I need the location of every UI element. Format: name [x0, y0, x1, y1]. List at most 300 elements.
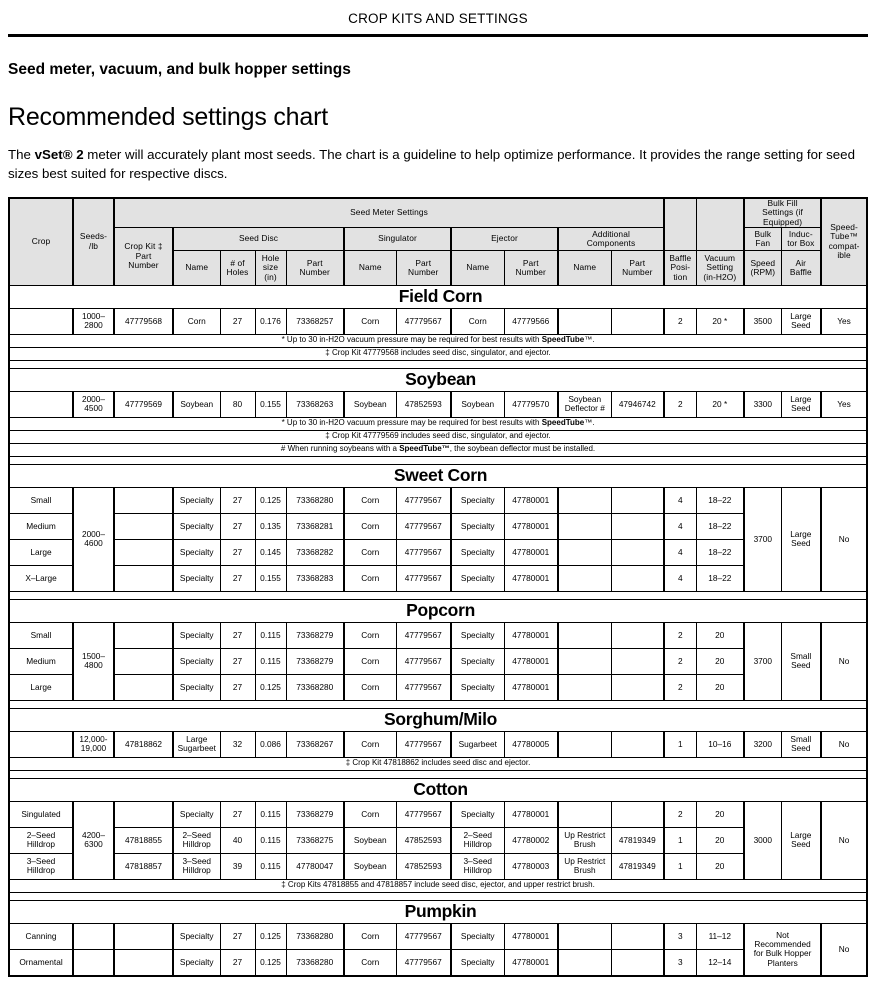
cell-ejector-part-number: 47780001	[504, 923, 558, 949]
cell-inductor-box-air-baffle-line2: Seed	[791, 403, 811, 414]
bulk-fan-line4: (RPM)	[750, 266, 776, 277]
col-header-baffle-position	[664, 250, 696, 285]
cell-inductor-box-air-baffle	[781, 487, 821, 591]
seeds-lb-line1: Seeds-	[79, 231, 108, 242]
cell-additional-part-number: 47819349	[611, 853, 664, 879]
cell-additional-part-number	[611, 513, 664, 539]
cell-ejector-part-number: 47780001	[504, 622, 558, 648]
cell-disc-holes: 27	[220, 674, 255, 700]
col-header-bulk-fan-speed	[744, 227, 781, 250]
num-holes-line2: Holes	[226, 266, 249, 277]
crop-group-label: Field Corn	[398, 286, 483, 307]
col-header-disc-name: Name	[173, 250, 220, 285]
cell-crop-kit-part-number	[114, 801, 173, 827]
cell-ejector-name: Soybean	[451, 391, 504, 417]
crop-group-heading	[9, 285, 867, 308]
crop-group-heading-row	[9, 900, 867, 923]
hole-size-line2: size	[262, 262, 279, 273]
cell-disc-hole-size: 0.115	[255, 827, 286, 853]
speedtube-line3: compat-	[828, 240, 860, 251]
crop-group-heading	[9, 599, 867, 622]
cell-disc-name-line1: 2–Seed	[182, 830, 212, 841]
cell-singulator-part-number: 47779567	[396, 674, 451, 700]
footnote-row	[9, 334, 867, 347]
cell-baffle-position: 2	[664, 801, 696, 827]
cell-crop: Ornamental	[9, 949, 73, 976]
cell-ejector-part-number: 47780001	[504, 674, 558, 700]
cell-crop-kit-part-number	[114, 539, 173, 565]
cell-ejector-part-number: 47780001	[504, 949, 558, 976]
crop-group-label: Sweet Corn	[393, 465, 488, 486]
cell-baffle-position: 1	[664, 731, 696, 757]
cell-ejector-part-number: 47780003	[504, 853, 558, 879]
col-header-crop-kit	[114, 227, 173, 285]
cell-seeds-per-lb	[73, 923, 114, 949]
cell-bulk-fill-note-line4: Planters	[767, 957, 798, 968]
crop-group-heading	[9, 900, 867, 923]
recommended-settings-table	[8, 197, 868, 977]
cell-disc-hole-size: 0.115	[255, 801, 286, 827]
col-header-singulator-part-number	[396, 250, 451, 285]
cell-vacuum-setting: 20 *	[696, 308, 744, 334]
group-spacer-row	[9, 700, 867, 708]
cell-crop: Canning	[9, 923, 73, 949]
cell-ejector-name-line2: Hilldrop	[463, 865, 492, 876]
cell-additional-part-number	[611, 731, 664, 757]
cell-baffle-position: 2	[664, 674, 696, 700]
col-header-vacuum-spacer	[696, 198, 744, 251]
cell-disc-hole-size: 0.145	[255, 539, 286, 565]
cell-seeds-per-lb-line2: 6300	[84, 839, 103, 850]
cell-bulk-fan-speed: 3700	[744, 487, 781, 591]
footnote-part1: # When running soybeans with a	[280, 444, 400, 454]
cell-ejector-part-number: 47780001	[504, 565, 558, 591]
footnote-bold: SpeedTube	[541, 335, 585, 345]
hole-size-line3: (in)	[264, 271, 277, 282]
cell-vacuum-setting: 20	[696, 827, 744, 853]
vacuum-line1: Vacuum	[704, 252, 736, 263]
cell-singulator-part-number: 47852593	[396, 853, 451, 879]
cell-bulk-fan-speed: 3000	[744, 801, 781, 879]
cell-ejector-part-number: 47780005	[504, 731, 558, 757]
cell-vacuum-setting: 20	[696, 648, 744, 674]
cell-crop-kit-part-number	[114, 487, 173, 513]
footnote-part2: ™.	[584, 335, 595, 345]
cell-singulator-part-number: 47779567	[396, 487, 451, 513]
col-header-hole-size	[255, 250, 286, 285]
hole-size-line1: Hole	[261, 252, 280, 263]
cell-baffle-position: 3	[664, 949, 696, 976]
cell-additional-part-number	[611, 949, 664, 976]
group-spacer-cell	[9, 591, 867, 599]
cell-speedtube-compatible: No	[821, 622, 867, 700]
cell-bulk-fan-speed: 3300	[744, 391, 781, 417]
cell-disc-name: Specialty	[173, 674, 220, 700]
table-row	[9, 622, 867, 648]
cell-seeds-per-lb-line1: 1000–	[81, 311, 106, 322]
cell-disc-hole-size: 0.086	[255, 731, 286, 757]
cell-inductor-box-air-baffle-line2: Seed	[791, 320, 811, 331]
baffle-line3: tion	[673, 271, 688, 282]
cell-ejector-part-number: 47780001	[504, 539, 558, 565]
footnote-bold: SpeedTube™	[399, 444, 450, 454]
cell-additional-name	[558, 308, 611, 334]
cell-singulator-part-number: 47779567	[396, 923, 451, 949]
cell-crop: Large	[9, 539, 73, 565]
footnote-part2: ™.	[584, 418, 595, 428]
cell-singulator-part-number: 47779567	[396, 801, 451, 827]
page-title: Recommended settings chart	[8, 103, 328, 131]
cell-additional-name-line1: Up Restrict	[564, 856, 606, 867]
cell-disc-hole-size: 0.115	[255, 648, 286, 674]
group-spacer-cell	[9, 892, 867, 900]
group-spacer-row	[9, 892, 867, 900]
cell-additional-name	[558, 853, 611, 879]
cell-seeds-per-lb-line2: 4800	[84, 660, 103, 671]
crop-group-heading	[9, 368, 867, 391]
table-row	[9, 853, 867, 879]
col-header-bulk-fan-speed-units	[744, 250, 781, 285]
cell-additional-part-number	[611, 308, 664, 334]
cell-crop-line1: 2–Seed	[26, 830, 56, 841]
footnote-part1: ‡ Crop Kits 47818855 and 47818857 include seed disc, ejector, and upper restrict brush.	[281, 880, 595, 890]
col-header-vacuum-setting	[696, 250, 744, 285]
group-spacer-row	[9, 360, 867, 368]
cell-crop-kit-part-number: 47818862	[114, 731, 173, 757]
cell-singulator-name: Soybean	[344, 853, 396, 879]
cell-disc-part-number: 73368279	[286, 801, 344, 827]
crop-group-heading-row	[9, 368, 867, 391]
sing-part-line2: Number	[408, 266, 439, 277]
cell-inductor-box-air-baffle-line2: Seed	[791, 660, 811, 671]
cell-bulk-fill-note	[744, 923, 821, 976]
cell-inductor-box-air-baffle-line1: Small	[790, 651, 812, 662]
cell-ejector-name: Specialty	[451, 622, 504, 648]
cell-ejector-name-line1: 3–Seed	[463, 856, 493, 867]
cell-speedtube-compatible: No	[821, 731, 867, 757]
footnote-part1: * Up to 30 in-H2O vacuum pressure may be required for best results with	[281, 335, 542, 345]
cell-additional-part-number	[611, 801, 664, 827]
footnote-row	[9, 430, 867, 443]
crop-kit-line3: Number	[128, 260, 159, 271]
cell-inductor-box-air-baffle-line2: Seed	[791, 839, 811, 850]
cell-ejector-part-number: 47780001	[504, 487, 558, 513]
cell-singulator-name: Corn	[344, 308, 396, 334]
cell-disc-holes: 27	[220, 923, 255, 949]
footnote-row	[9, 757, 867, 770]
cell-bulk-fill-note-line1: Not	[776, 929, 790, 940]
cell-vacuum-setting: 18–22	[696, 487, 744, 513]
table-row	[9, 731, 867, 757]
group-spacer-row	[9, 456, 867, 464]
cell-vacuum-setting: 18–22	[696, 513, 744, 539]
cell-crop: Large	[9, 674, 73, 700]
bulk-fan-line2: Fan	[755, 237, 771, 248]
table-row	[9, 674, 867, 700]
table-header	[9, 198, 867, 286]
disc-part-line1: Part	[306, 257, 323, 268]
table-row	[9, 648, 867, 674]
col-header-singulator: Singulator	[344, 227, 451, 250]
cell-crop-kit-part-number: 47818857	[114, 853, 173, 879]
crop-kit-line1: Crop Kit ‡	[124, 241, 163, 252]
cell-vacuum-setting: 20	[696, 622, 744, 648]
cell-additional-name-line2: Brush	[573, 839, 596, 850]
cell-singulator-name: Corn	[344, 674, 396, 700]
cell-seeds-per-lb	[73, 487, 114, 591]
cell-disc-hole-size: 0.155	[255, 565, 286, 591]
cell-additional-part-number: 47819349	[611, 827, 664, 853]
cell-singulator-part-number: 47779567	[396, 513, 451, 539]
crop-group-heading-row	[9, 285, 867, 308]
cell-vacuum-setting: 11–12	[696, 923, 744, 949]
cell-singulator-name: Corn	[344, 648, 396, 674]
cell-crop-kit-part-number	[114, 565, 173, 591]
cell-seeds-per-lb	[73, 949, 114, 976]
col-header-inductor-box-baffle	[781, 250, 821, 285]
cell-additional-name	[558, 827, 611, 853]
cell-seeds-per-lb-line1: 2000–	[81, 394, 106, 405]
cell-disc-name: Specialty	[173, 539, 220, 565]
cell-seeds-per-lb-line2: 4500	[84, 403, 103, 414]
cell-singulator-part-number: 47779567	[396, 648, 451, 674]
group-spacer-row	[9, 770, 867, 778]
cell-disc-holes: 27	[220, 487, 255, 513]
cell-disc-holes: 27	[220, 622, 255, 648]
cell-disc-holes: 27	[220, 539, 255, 565]
cell-baffle-position: 4	[664, 513, 696, 539]
cell-crop: Singulated	[9, 801, 73, 827]
cell-seeds-per-lb-line2: 4600	[84, 538, 103, 549]
cell-additional-name	[558, 674, 611, 700]
disc-part-line2: Number	[299, 266, 330, 277]
cell-disc-hole-size: 0.125	[255, 674, 286, 700]
cell-additional-name-line2: Deflector #	[564, 403, 605, 414]
cell-ejector-name: Specialty	[451, 539, 504, 565]
cell-ejector-name: Specialty	[451, 513, 504, 539]
footnote-row	[9, 417, 867, 430]
cell-disc-holes: 39	[220, 853, 255, 879]
crop-group-label: Sorghum/Milo	[384, 709, 498, 730]
table-row	[9, 391, 867, 417]
cell-baffle-position: 4	[664, 565, 696, 591]
crop-group-heading-row	[9, 599, 867, 622]
cell-crop: X–Large	[9, 565, 73, 591]
col-header-seed-meter-settings: Seed Meter Settings	[114, 198, 664, 228]
cell-crop	[9, 391, 73, 417]
cell-inductor-box-air-baffle	[781, 622, 821, 700]
cell-disc-name: Specialty	[173, 801, 220, 827]
cell-disc-name-line1: Large	[186, 734, 208, 745]
cell-crop-kit-part-number: 47818855	[114, 827, 173, 853]
cell-singulator-name: Corn	[344, 565, 396, 591]
crop-group-heading	[9, 778, 867, 801]
footnote-text	[9, 757, 867, 770]
cell-disc-part-number: 73368282	[286, 539, 344, 565]
vacuum-line2: Setting	[706, 262, 734, 273]
cell-singulator-name: Corn	[344, 539, 396, 565]
cell-singulator-name: Corn	[344, 923, 396, 949]
cell-disc-part-number: 73368267	[286, 731, 344, 757]
cell-inductor-box-air-baffle-line1: Large	[790, 830, 812, 841]
cell-speedtube-compatible: No	[821, 923, 867, 976]
footnote-row	[9, 347, 867, 360]
cell-vacuum-setting: 18–22	[696, 565, 744, 591]
cell-singulator-name: Corn	[344, 801, 396, 827]
cell-seeds-per-lb	[73, 801, 114, 879]
col-header-ejector: Ejector	[451, 227, 558, 250]
cell-ejector-name: Specialty	[451, 949, 504, 976]
cell-inductor-box-air-baffle-line1: Small	[790, 734, 812, 745]
cell-disc-holes: 40	[220, 827, 255, 853]
cell-crop	[9, 308, 73, 334]
cell-ejector-name	[451, 853, 504, 879]
cell-disc-name-line1: 3–Seed	[182, 856, 212, 867]
col-header-disc-part-number	[286, 250, 344, 285]
col-header-bulk-fill-settings	[744, 198, 821, 228]
cell-crop-kit-part-number	[114, 923, 173, 949]
cell-additional-name-line1: Up Restrict	[564, 830, 606, 841]
cell-inductor-box-air-baffle-line2: Seed	[791, 743, 811, 754]
cell-singulator-part-number: 47779567	[396, 565, 451, 591]
cell-crop-kit-part-number	[114, 513, 173, 539]
group-spacer-cell	[9, 456, 867, 464]
col-header-baffle-spacer	[664, 198, 696, 251]
cell-additional-name-line2: Brush	[573, 865, 596, 876]
cell-disc-name: Corn	[173, 308, 220, 334]
cell-crop-line1: 3–Seed	[26, 856, 56, 867]
bulk-fill-line1: Bulk Fill	[767, 197, 798, 208]
addl-part-line1: Part	[629, 257, 646, 268]
cell-singulator-name: Corn	[344, 513, 396, 539]
cell-singulator-name: Corn	[344, 487, 396, 513]
speedtube-line2: Tube™	[830, 231, 858, 242]
cell-inductor-box-air-baffle	[781, 731, 821, 757]
cell-disc-name: Specialty	[173, 648, 220, 674]
cell-speedtube-compatible: Yes	[821, 391, 867, 417]
cell-ejector-part-number: 47780001	[504, 801, 558, 827]
cell-ejector-name: Corn	[451, 308, 504, 334]
intro-paragraph	[8, 146, 868, 184]
cell-disc-part-number: 73368257	[286, 308, 344, 334]
cell-inductor-box-air-baffle-line2: Seed	[791, 538, 811, 549]
ejec-part-line2: Number	[515, 266, 546, 277]
bulk-fill-line2: Settings (if	[762, 207, 803, 218]
cell-ejector-name: Sugarbeet	[451, 731, 504, 757]
inductor-line2: tor Box	[787, 237, 815, 248]
cell-inductor-box-air-baffle-line1: Large	[790, 394, 812, 405]
cell-additional-part-number	[611, 622, 664, 648]
cell-disc-part-number: 73368279	[286, 648, 344, 674]
cell-disc-name: Specialty	[173, 949, 220, 976]
cell-seeds-per-lb	[73, 731, 114, 757]
footnote-part1: * Up to 30 in-H2O vacuum pressure may be required for best results with	[281, 418, 542, 428]
cell-disc-part-number: 47780047	[286, 853, 344, 879]
crop-group-label: Popcorn	[406, 600, 475, 621]
cell-vacuum-setting: 10–16	[696, 731, 744, 757]
cell-vacuum-setting: 20	[696, 674, 744, 700]
footnote-row	[9, 443, 867, 456]
cell-ejector-part-number: 47779570	[504, 391, 558, 417]
cell-disc-hole-size: 0.115	[255, 622, 286, 648]
cell-seeds-per-lb-line2: 2800	[84, 320, 103, 331]
cell-additional-name	[558, 949, 611, 976]
group-spacer-cell	[9, 360, 867, 368]
cell-disc-hole-size: 0.155	[255, 391, 286, 417]
crop-group-label: Cotton	[413, 779, 468, 800]
baffle-line1: Baffle	[669, 252, 692, 263]
cell-additional-name-line1: Soybean	[568, 394, 602, 405]
inductor-line1: Induc-	[788, 228, 813, 239]
cell-disc-holes: 27	[220, 565, 255, 591]
additional-components-line1: Additional	[592, 228, 630, 239]
cell-vacuum-setting: 12–14	[696, 949, 744, 976]
cell-ejector-name: Specialty	[451, 923, 504, 949]
cell-disc-part-number: 73368280	[286, 674, 344, 700]
cell-singulator-name: Corn	[344, 622, 396, 648]
cell-ejector-name-line2: Hilldrop	[463, 839, 492, 850]
col-header-ejector-part-number	[504, 250, 558, 285]
crop-kit-line2: Part	[135, 250, 152, 261]
cell-baffle-position: 2	[664, 391, 696, 417]
cell-disc-hole-size: 0.176	[255, 308, 286, 334]
table-row	[9, 513, 867, 539]
cell-ejector-name-line1: 2–Seed	[463, 830, 493, 841]
col-header-ejector-name: Name	[451, 250, 504, 285]
cell-bulk-fill-note-line2: Recommended	[754, 939, 811, 950]
cell-crop: Small	[9, 622, 73, 648]
cell-disc-part-number: 73368263	[286, 391, 344, 417]
cell-disc-part-number: 73368280	[286, 949, 344, 976]
cell-vacuum-setting: 18–22	[696, 539, 744, 565]
cell-ejector-part-number: 47779566	[504, 308, 558, 334]
ejec-part-line1: Part	[522, 257, 539, 268]
cell-speedtube-compatible: No	[821, 801, 867, 879]
cell-additional-name	[558, 565, 611, 591]
cell-additional-part-number	[611, 539, 664, 565]
cell-disc-name-line2: Hilldrop	[182, 865, 211, 876]
footnote-bold: SpeedTube	[541, 418, 585, 428]
cell-crop	[9, 853, 73, 879]
table-row	[9, 308, 867, 334]
crop-group-heading	[9, 708, 867, 731]
cell-disc-part-number: 73368279	[286, 622, 344, 648]
cell-additional-name	[558, 622, 611, 648]
cell-crop-line2: Hilldrop	[26, 865, 56, 876]
table-row	[9, 801, 867, 827]
cell-baffle-position: 1	[664, 853, 696, 879]
cell-disc-name: Specialty	[173, 923, 220, 949]
cell-disc-hole-size: 0.135	[255, 513, 286, 539]
cell-singulator-name: Corn	[344, 949, 396, 976]
cell-disc-name: Specialty	[173, 487, 220, 513]
cell-speedtube-compatible: Yes	[821, 308, 867, 334]
cell-crop: Medium	[9, 513, 73, 539]
cell-disc-holes: 32	[220, 731, 255, 757]
col-header-singulator-name: Name	[344, 250, 396, 285]
cell-additional-name	[558, 731, 611, 757]
cell-disc-holes: 27	[220, 513, 255, 539]
cell-baffle-position: 2	[664, 622, 696, 648]
cell-seeds-per-lb	[73, 308, 114, 334]
crop-group-heading	[9, 464, 867, 487]
cell-inductor-box-air-baffle	[781, 391, 821, 417]
sing-part-line1: Part	[415, 257, 432, 268]
speedtube-line4: ible	[837, 250, 851, 261]
cell-singulator-part-number: 47779567	[396, 308, 451, 334]
intro-text-part1: The	[8, 147, 35, 162]
group-spacer-cell	[9, 770, 867, 778]
